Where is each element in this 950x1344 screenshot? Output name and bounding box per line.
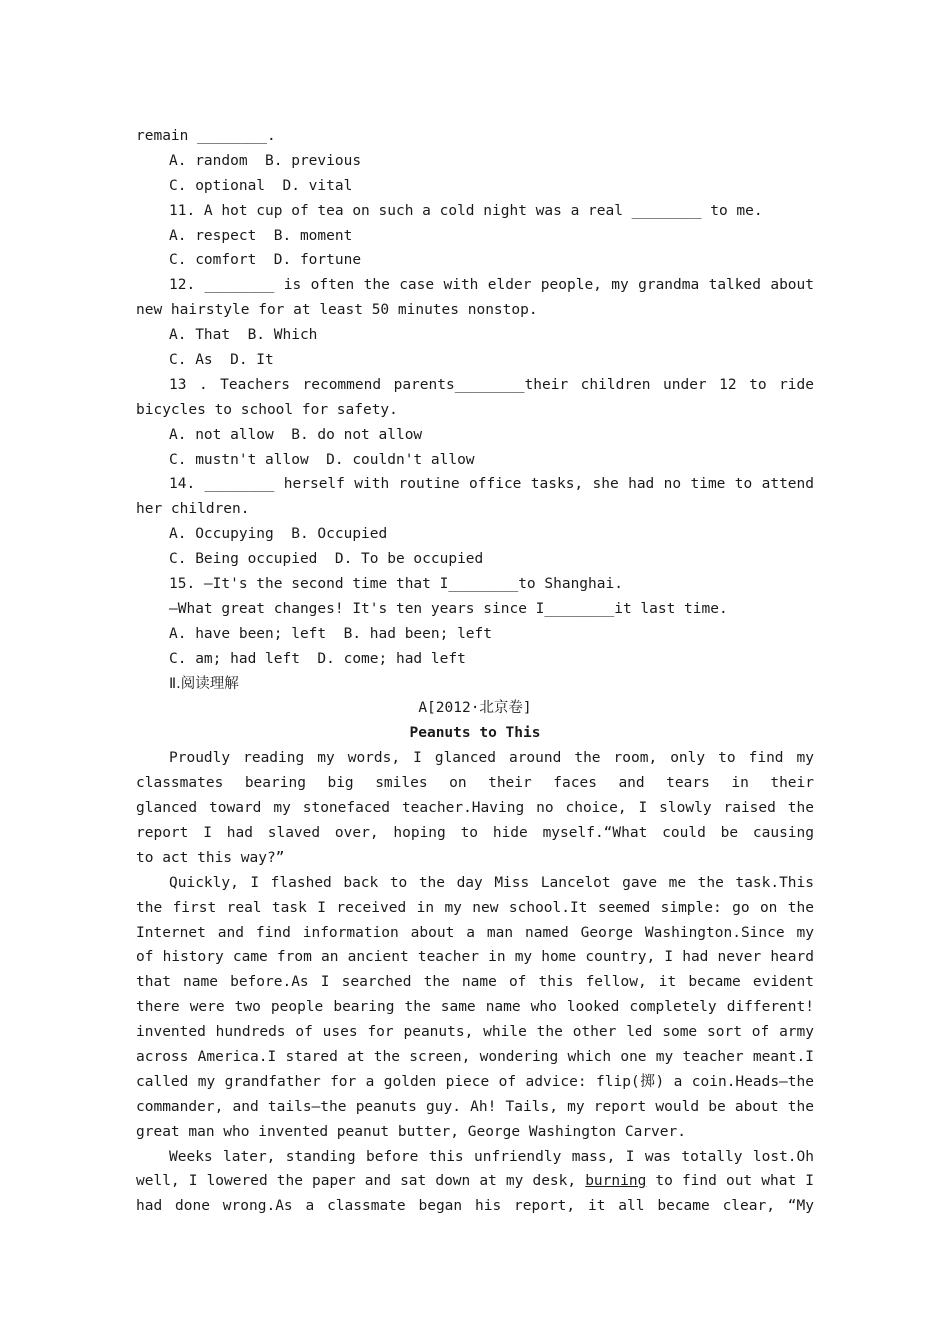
- text-line: great man who invented peanut butter, George Washington Carver.: [136, 1123, 686, 1140]
- underlined-word: burning: [585, 1173, 647, 1190]
- text-line: invented hundreds of uses for peanuts, while the other led some sort of army: [136, 1024, 814, 1041]
- text-line: 14. ________ herself with routine office tasks, she had no time to attend: [169, 476, 814, 493]
- text-line: classmates bearing big smiles on their faces and tears in their: [136, 775, 814, 792]
- text-line: Quickly, I flashed back to the day Miss Lancelot gave me the task.This: [169, 874, 814, 891]
- text-line: called my grandfather for a golden piece of advice: flip(掷) a coin.Heads—the: [136, 1073, 814, 1090]
- text-line: A[2012·北京卷]: [418, 700, 532, 717]
- text-line: A. not allow B. do not allow: [169, 426, 423, 443]
- text-line: C. optional D. vital: [169, 177, 353, 194]
- text-line: that name before.As I searched the name of this fellow, it became evident: [136, 974, 814, 991]
- text-line: C. am; had left D. come; had left: [169, 650, 466, 667]
- document-page: [136, 124, 814, 1219]
- text-line: Peanuts to This: [409, 725, 541, 742]
- text-line: bicycles to school for safety.: [136, 401, 398, 418]
- text-line: there were two people bearing the same name who looked completely different!: [136, 999, 814, 1016]
- text-line: A. respect B. moment: [169, 227, 353, 244]
- text-line: C. mustn't allow D. couldn't allow: [169, 451, 475, 468]
- text-line: C. As D. It: [169, 352, 274, 369]
- text-line: well, I lowered the paper and sat down at my desk, burning to find out what I: [136, 1173, 814, 1190]
- text-line: Ⅱ.阅读理解: [169, 675, 239, 692]
- text-line: new hairstyle for at least 50 minutes nonstop.: [136, 302, 538, 319]
- text-line: her children.: [136, 501, 250, 518]
- text-line: Internet and find information about a man named George Washington.Since my: [136, 924, 814, 941]
- text-line: 13 . Teachers recommend parents________their children under 12 to ride: [169, 376, 814, 393]
- text-line: Weeks later, standing before this unfriendly mass, I was totally lost.Oh: [169, 1148, 814, 1165]
- text-line: A. random B. previous: [169, 152, 362, 169]
- text-line: the first real task I received in my new school.It seemed simple: go on the: [136, 899, 814, 916]
- text-line: C. comfort D. fortune: [169, 252, 362, 269]
- text-line: C. Being occupied D. To be occupied: [169, 551, 484, 568]
- text-line: remain ________.: [136, 128, 276, 144]
- text-line: A. Occupying B. Occupied: [169, 526, 388, 543]
- text-line: to act this way?”: [136, 849, 285, 866]
- text-line: A. have been; left B. had been; left: [169, 625, 493, 642]
- text-line: of history came from an ancient teacher in my home country, I had never heard: [136, 949, 814, 966]
- text-line: across America.I stared at the screen, wondering which one my teacher meant.I: [136, 1048, 814, 1065]
- text-line: commander, and tails—the peanuts guy. Ah! Tails, my report would be about the: [136, 1098, 814, 1115]
- text-line: 11. A hot cup of tea on such a cold night was a real ________ to me.: [169, 202, 763, 219]
- text-line: report I had slaved over, hoping to hide myself.“What could be causing: [136, 824, 814, 841]
- text-line: Proudly reading my words, I glanced around the room, only to find my: [169, 750, 814, 767]
- text-line: A. That B. Which: [169, 327, 318, 344]
- text-line: had done wrong.As a classmate began his report, it all became clear, “My: [136, 1198, 814, 1215]
- text-line: glanced toward my stonefaced teacher.Having no choice, I slowly raised the: [136, 800, 814, 817]
- text-line: 15. —It's the second time that I________to Shanghai.: [169, 576, 623, 593]
- text-line: —What great changes! It's ten years since I________it last time.: [169, 600, 728, 617]
- text-line: 12. ________ is often the case with elder people, my grandma talked about: [169, 277, 814, 294]
